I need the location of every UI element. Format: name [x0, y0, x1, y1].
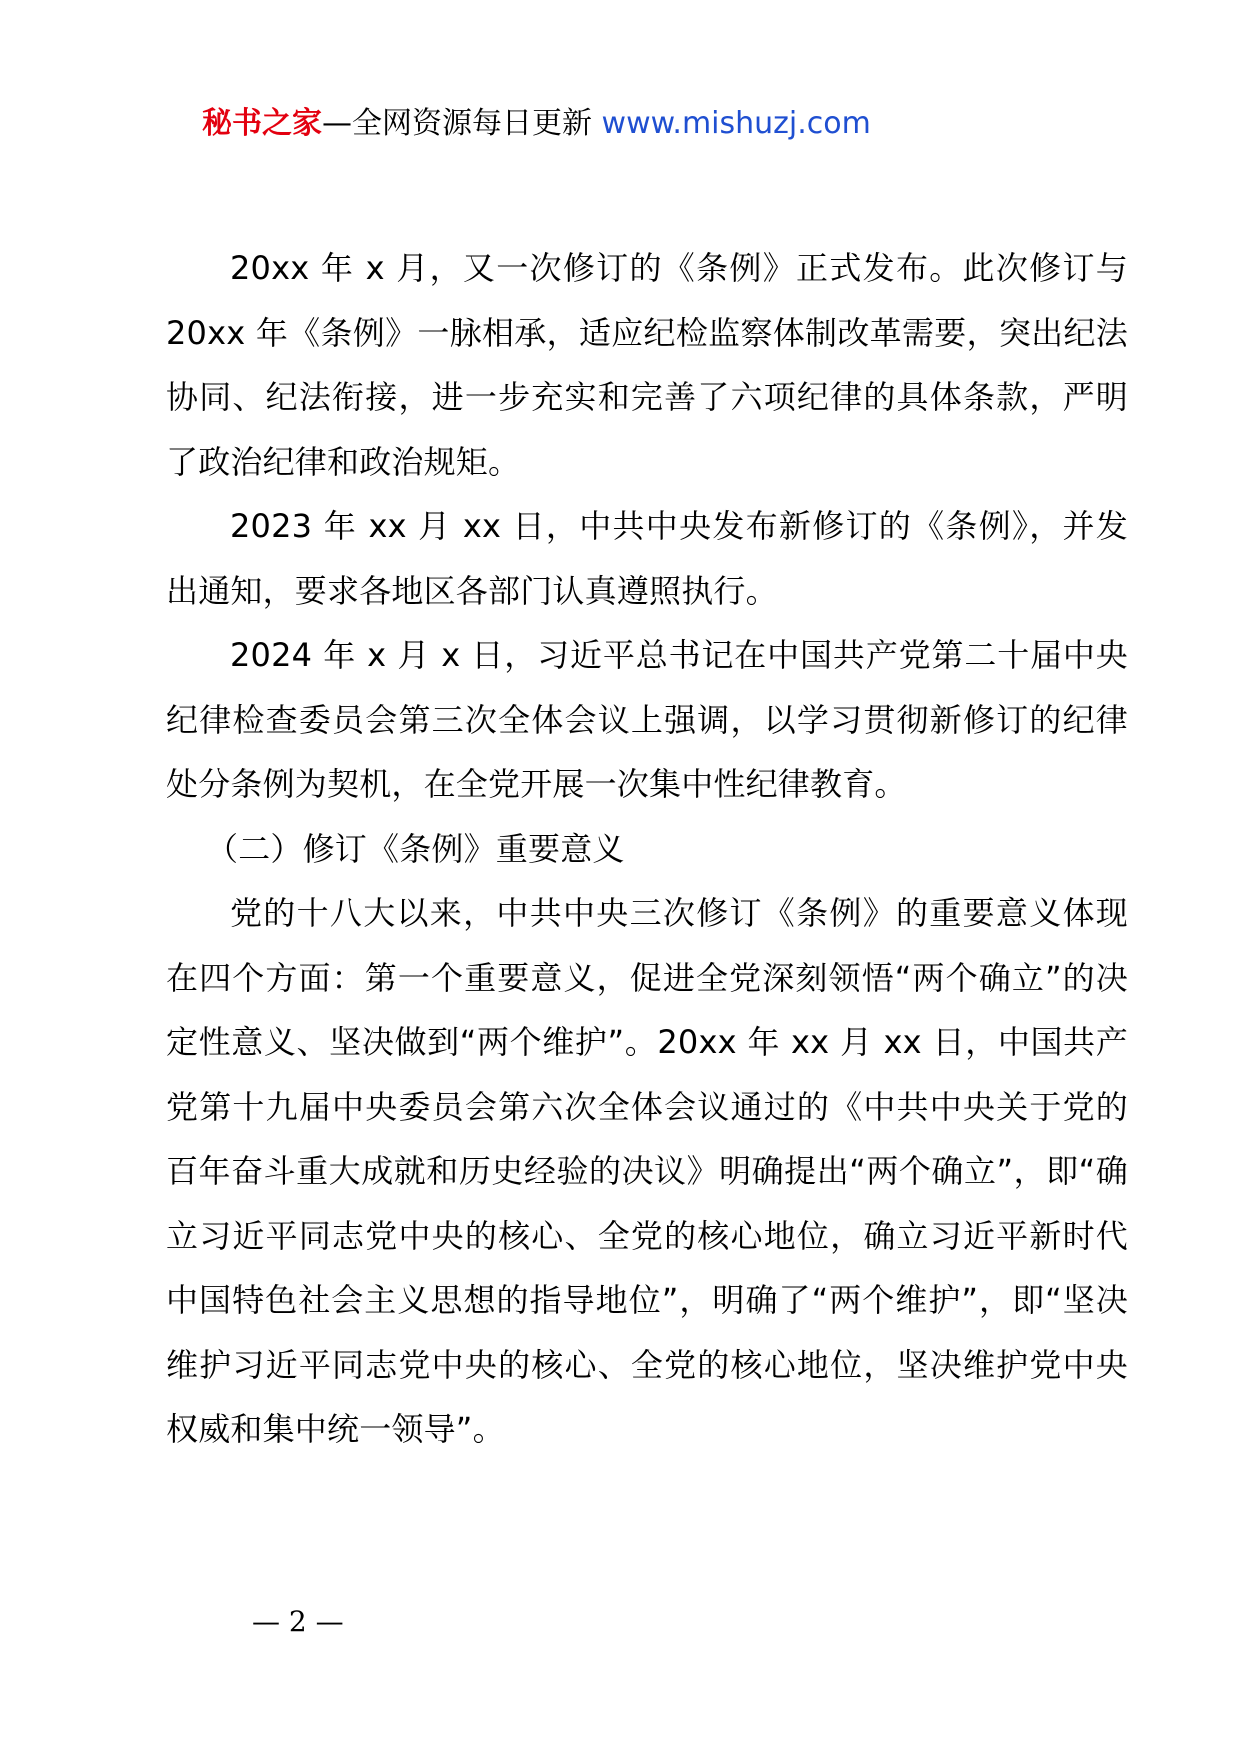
page-header: [202, 102, 871, 146]
header-tagline: —全网资源每日更新: [322, 106, 592, 141]
paragraph-revision-release: 20xx 年 x 月，又一次修订的《条例》正式发布。此次修订与 20xx 年《条例》一脉相承，适应纪检监察体制改革需要，突出纪法协同、纪法衔接，进一步充实和完善了六项纪律的具体条款，严明了政治纪律和政治规矩。: [166, 249, 1128, 481]
paragraph-2023-release: 2023 年 xx 月 xx 日，中共中央发布新修订的《条例》，并发出通知，要求各地区各部门认真遵照执行。: [166, 507, 1128, 610]
document-body: [166, 236, 1128, 1462]
website-link[interactable]: www.mishuzj.com: [601, 106, 871, 141]
section-heading-significance: （二）修订《条例》重要意义: [206, 829, 625, 868]
page-number: — 2 —: [252, 1605, 344, 1638]
brand-name: 秘书之家: [202, 106, 322, 141]
paragraph-significance: 党的十八大以来，中共中央三次修订《条例》的重要意义体现在四个方面：第一个重要意义，促进全党深刻领悟“两个确立”的决定性意义、坚决做到“两个维护”。20xx 年 xx 月 xx 日，中国共产党第十九届中央委员会第六次全体会议通过的《中共中央关于党的百年奋斗重大成就和历史经验的决议》明确提出“两个确立”，即“确立习近平同志党中央的核心、全党的核心地位，确立习近平新时代中国特色社会主义思想的指导地位”，明确了“两个维护”，即“坚决维护习近平同志党中央的核心、全党的核心地位，坚决维护党中央权威和集中统一领导”。: [166, 894, 1128, 1448]
paragraph-2024-speech: 2024 年 x 月 x 日，习近平总书记在中国共产党第二十届中央纪律检查委员会第三次全体会议上强调，以学习贯彻新修订的纪律处分条例为契机，在全党开展一次集中性纪律教育。: [166, 636, 1128, 803]
